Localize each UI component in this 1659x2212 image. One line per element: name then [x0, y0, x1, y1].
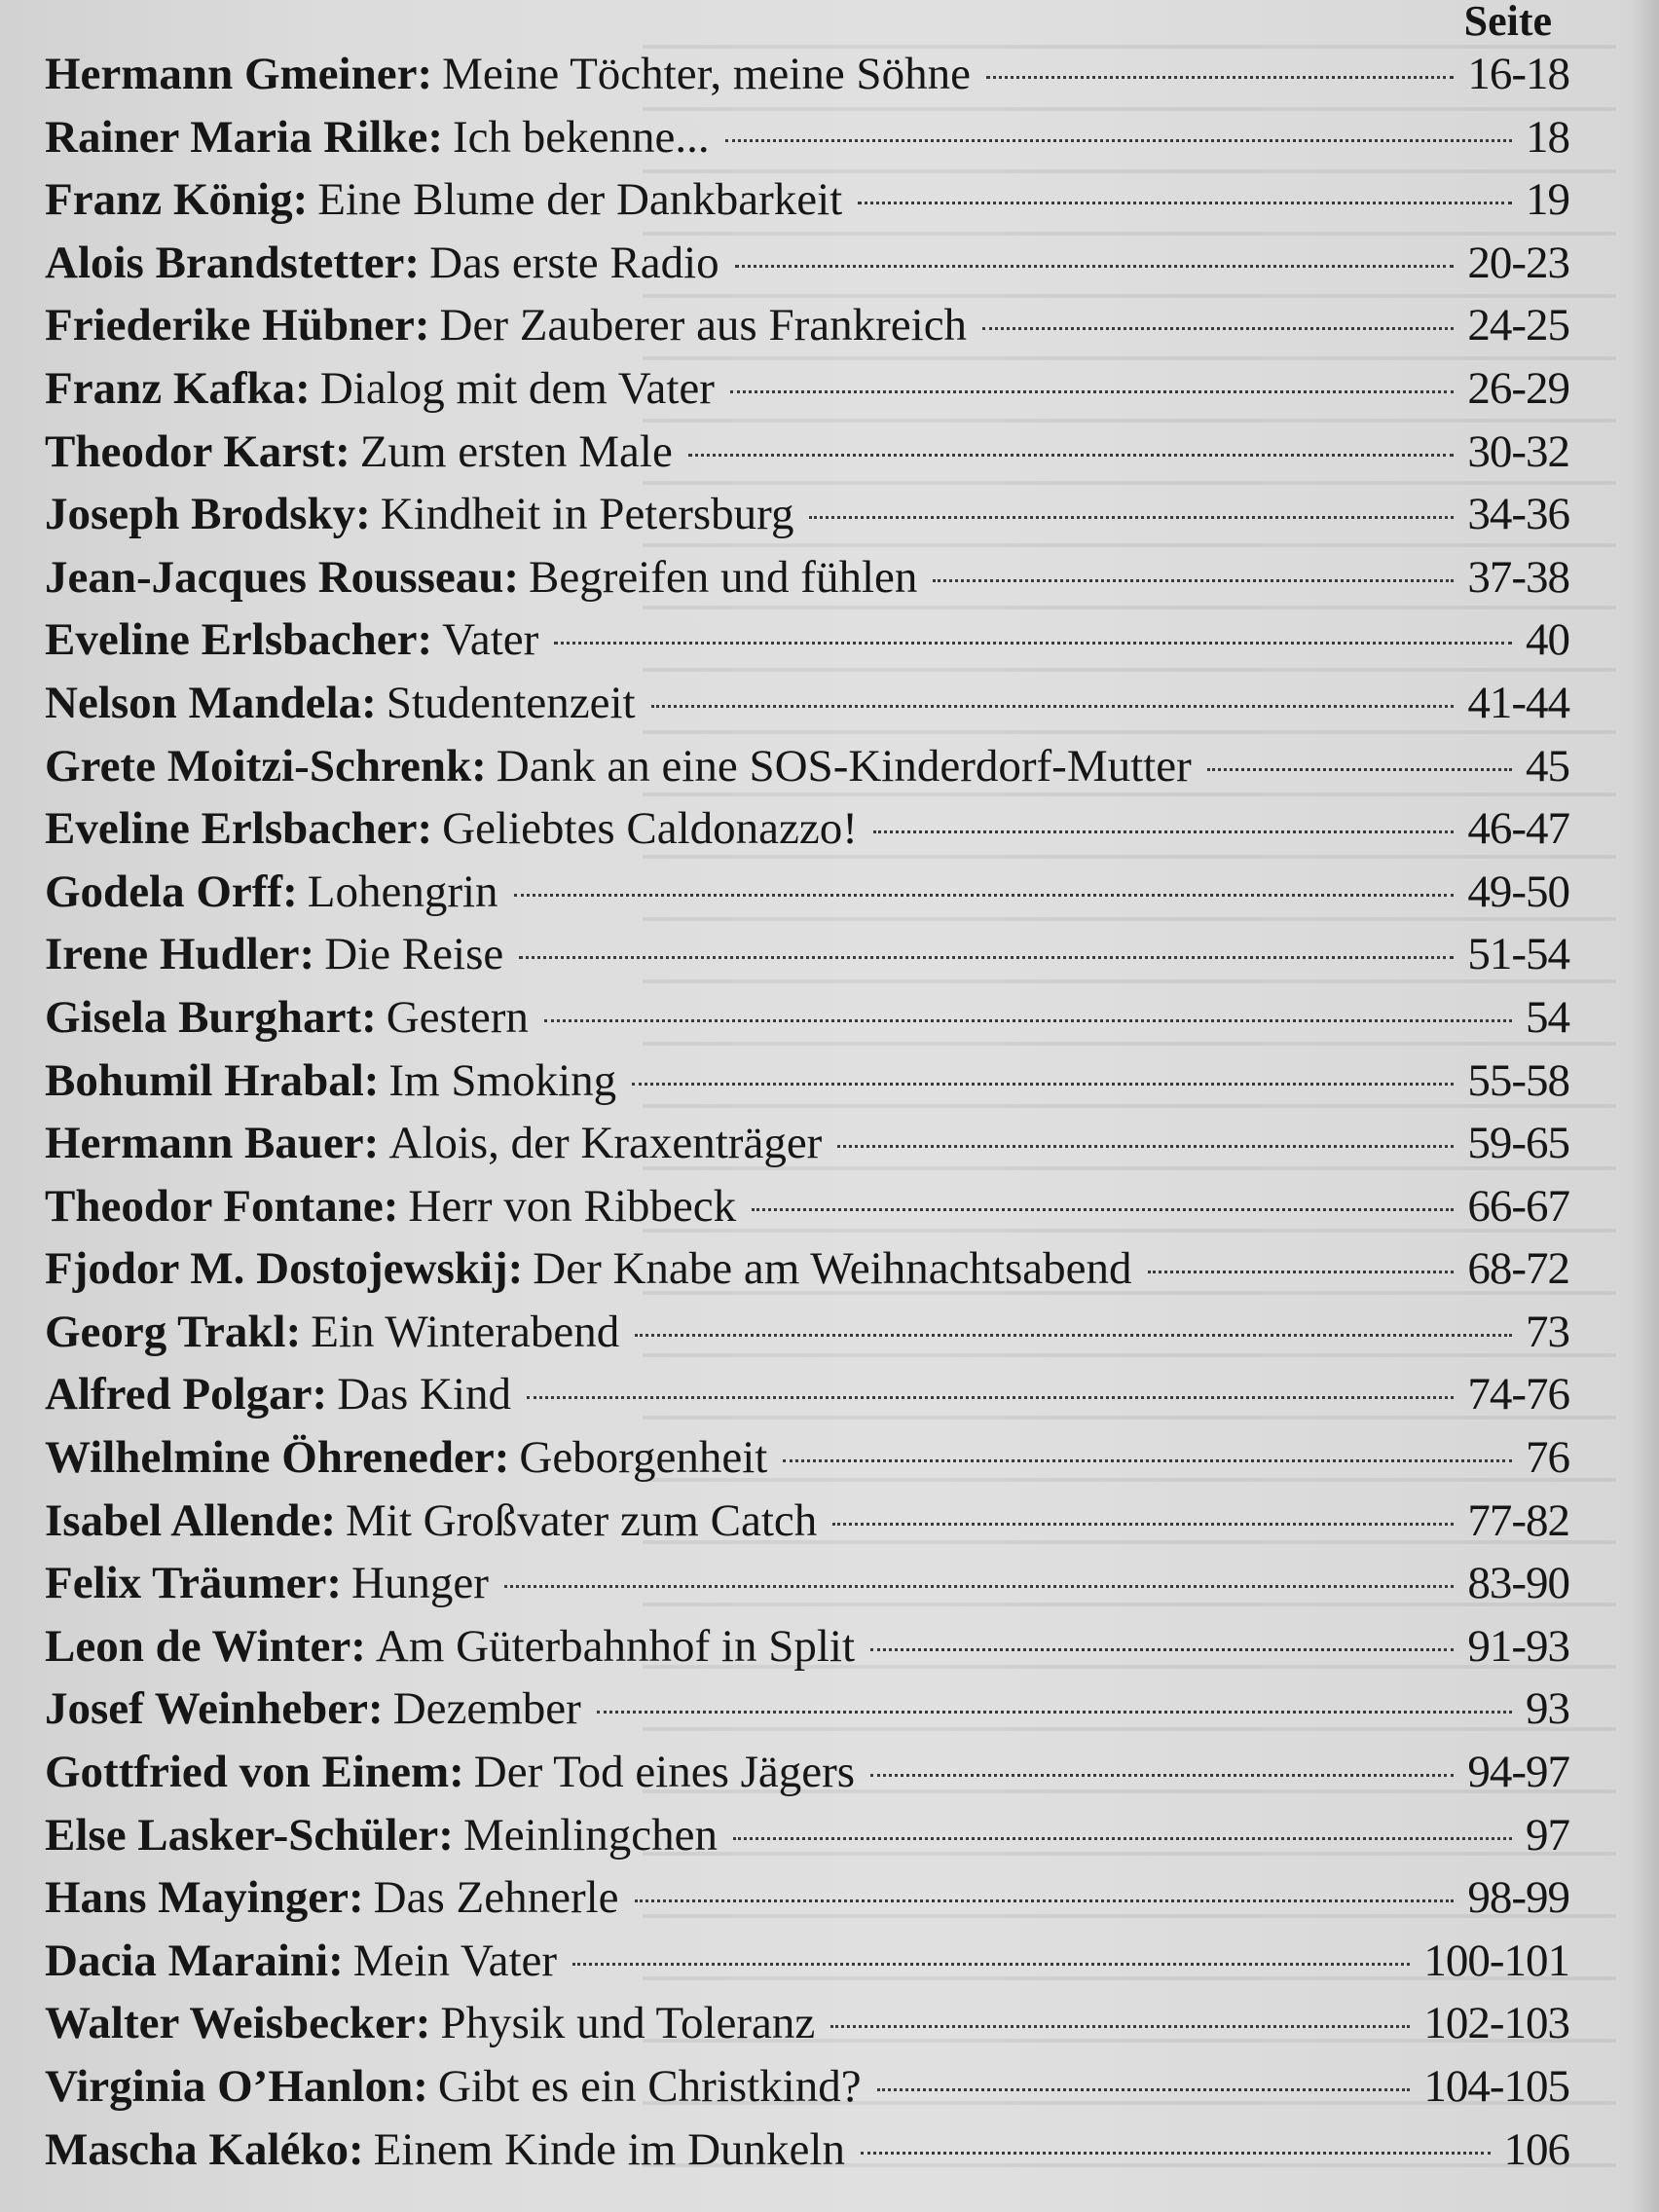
- toc-entry-author: Theodor Fontane:: [45, 1180, 399, 1232]
- dot-leader: [933, 579, 1454, 582]
- toc-entry-author: Godela Orff:: [45, 866, 298, 917]
- toc-entry: [45, 1992, 1569, 2055]
- dot-leader: [514, 894, 1455, 897]
- toc-entry-title: Gibt es ein Christkind?: [437, 2061, 862, 2112]
- toc-entry-title: Hunger: [350, 1558, 489, 1609]
- toc-entry: [45, 735, 1569, 798]
- toc-entry-title: Dialog mit dem Vater: [319, 362, 715, 414]
- toc-entry-title: Begreifen und fühlen: [529, 551, 918, 603]
- toc-entry-title: Mit Großvater zum Catch: [346, 1494, 818, 1546]
- toc-entry-title: Dank an eine SOS-Kinderdorf-Mutter: [496, 740, 1192, 792]
- toc-entry-title: Gestern: [386, 991, 529, 1043]
- toc-entry: [45, 294, 1569, 357]
- toc-entry: [45, 861, 1569, 924]
- toc-entry: [45, 546, 1569, 609]
- dot-leader: [735, 265, 1455, 268]
- toc-entry-pages: 19: [1526, 174, 1569, 226]
- dot-leader: [730, 390, 1454, 393]
- toc-entry-author: Eveline Erlsbacher:: [45, 803, 433, 855]
- toc-entry-pages: 76: [1526, 1432, 1569, 1484]
- toc-entry-author: Franz König:: [45, 174, 309, 226]
- toc-entry: [45, 168, 1569, 232]
- toc-entry-title: Geliebtes Caldonazzo!: [442, 803, 858, 855]
- toc-entry: [45, 43, 1569, 106]
- toc-entry-author: Eveline Erlsbacher:: [45, 614, 433, 666]
- toc-entry: [45, 1301, 1569, 1364]
- toc-entry-pages: 68-72: [1467, 1243, 1569, 1295]
- toc-entry-title: Meine Töchter, meine Söhne: [442, 49, 971, 99]
- toc-entry-author: Leon de Winter:: [45, 1620, 366, 1672]
- toc-entry-title: Herr von Ribbeck: [408, 1180, 737, 1232]
- toc-entry-pages: 51-54: [1467, 929, 1569, 980]
- toc-entry: [45, 357, 1569, 421]
- toc-entry-author: Walter Weisbecker:: [45, 1998, 431, 2049]
- dot-leader: [632, 1083, 1454, 1086]
- dot-leader: [688, 454, 1455, 457]
- toc-entry-author: Hermann Bauer:: [45, 1118, 380, 1169]
- dot-leader: [635, 1334, 1512, 1337]
- toc-entry-title: Am Güterbahnhof in Split: [375, 1620, 856, 1672]
- toc-entry: [45, 1175, 1569, 1238]
- toc-entry-pages: 106: [1503, 2123, 1569, 2175]
- toc-entry-pages: 40: [1526, 614, 1569, 666]
- toc-entry-author: Georg Trakl:: [45, 1306, 302, 1357]
- toc-entry: [45, 608, 1569, 672]
- toc-entry-pages: 26-29: [1467, 362, 1569, 414]
- toc-entry-pages: 83-90: [1467, 1558, 1569, 1609]
- dot-leader: [982, 327, 1454, 330]
- dot-leader: [870, 1774, 1454, 1777]
- toc-entry-title: Dezember: [392, 1683, 581, 1735]
- toc-entry-author: Josef Weinheber:: [45, 1683, 384, 1735]
- dot-leader: [1148, 1271, 1455, 1273]
- dot-leader: [1207, 768, 1512, 771]
- toc-entry: [45, 1552, 1569, 1615]
- toc-entry-title: Ein Winterabend: [311, 1306, 620, 1357]
- toc-entry-pages: 24-25: [1467, 300, 1569, 351]
- toc-entry: [45, 986, 1569, 1050]
- toc-entry-title: Eine Blume der Dankbarkeit: [317, 174, 843, 226]
- dot-leader: [986, 76, 1454, 79]
- toc-entry-author: Dacia Maraini:: [45, 1935, 344, 1986]
- toc-entry-pages: 20-23: [1467, 237, 1569, 288]
- dot-leader: [651, 705, 1455, 708]
- dot-leader: [519, 956, 1454, 959]
- dot-leader: [554, 642, 1512, 645]
- dot-leader: [597, 1711, 1512, 1714]
- toc-entry-pages: 54: [1526, 991, 1569, 1043]
- toc-entry: [45, 1050, 1569, 1113]
- dot-leader: [861, 2152, 1491, 2155]
- toc-entry-title: Geborgenheit: [519, 1432, 768, 1484]
- dot-leader: [832, 1523, 1454, 1526]
- toc-entry-pages: 18: [1526, 111, 1569, 163]
- page-column-header: Seite: [1463, 0, 1552, 45]
- page-edge-shadow: [1630, 0, 1659, 2212]
- toc-entry-title: Das erste Radio: [429, 237, 719, 288]
- dot-leader: [572, 1963, 1410, 1966]
- toc-entry-author: Jean-Jacques Rousseau:: [45, 551, 520, 603]
- toc-entry-title: Mein Vater: [352, 1935, 558, 1986]
- dot-leader: [873, 830, 1454, 833]
- toc-entry-author: Isabel Allende:: [45, 1494, 337, 1546]
- toc-entry-author: Rainer Maria Rilke:: [45, 111, 444, 163]
- toc-entry-pages: 97: [1526, 1809, 1569, 1861]
- dot-leader: [527, 1396, 1454, 1399]
- toc-entry-author: Mascha Kaléko:: [45, 2123, 364, 2175]
- toc-entry-title: Das Kind: [337, 1369, 512, 1420]
- dot-leader: [725, 139, 1512, 142]
- dot-leader: [830, 2025, 1410, 2028]
- toc-entry-author: Hans Mayinger:: [45, 1872, 364, 1924]
- toc-entry-author: Bohumil Hrabal:: [45, 1054, 380, 1106]
- toc-entry-author: Gottfried von Einem:: [45, 1747, 464, 1798]
- toc-entry-author: Wilhelmine Öhreneder:: [45, 1432, 510, 1484]
- toc-entry-title: Physik und Toleranz: [440, 1998, 816, 2049]
- toc-entry-title: Alois, der Kraxenträger: [388, 1118, 823, 1169]
- toc-entry-title: Der Zauberer aus Frankreich: [439, 300, 968, 351]
- toc-entry-pages: 73: [1526, 1306, 1569, 1357]
- dot-leader: [870, 1648, 1454, 1651]
- toc-entry-title: Zum ersten Male: [359, 425, 673, 477]
- toc-entry: [45, 1363, 1569, 1426]
- toc-entry-author: Irene Hudler:: [45, 929, 315, 980]
- toc-entry-author: Virginia O’Hanlon:: [45, 2061, 428, 2112]
- toc-entry-title: Ich bekenne...: [453, 111, 710, 163]
- toc-entry: [45, 2119, 1569, 2182]
- toc-entry: [45, 232, 1569, 295]
- toc-entry-title: Lohengrin: [307, 866, 498, 917]
- toc-entry-title: Der Tod eines Jägers: [473, 1747, 856, 1798]
- dot-leader: [837, 1145, 1454, 1148]
- toc-entry-title: Das Zehnerle: [373, 1872, 619, 1924]
- toc-entry-author: Else Lasker-Schüler:: [45, 1809, 454, 1861]
- dot-leader: [783, 1459, 1512, 1462]
- toc-entry-author: Alfred Polgar:: [45, 1369, 328, 1420]
- toc-entry-pages: 66-67: [1467, 1180, 1569, 1232]
- toc-entry-pages: 104-105: [1423, 2061, 1569, 2112]
- toc-entry: [45, 797, 1569, 861]
- toc-entry: [45, 1741, 1569, 1804]
- dot-leader: [733, 1837, 1512, 1840]
- dot-leader: [504, 1585, 1454, 1588]
- toc-entry: [45, 483, 1569, 546]
- toc-entry: [45, 421, 1569, 484]
- toc-entry-author: Theodor Karst:: [45, 425, 350, 477]
- toc-entry-pages: 77-82: [1467, 1494, 1569, 1546]
- toc-entry-pages: 34-36: [1467, 489, 1569, 540]
- toc-entry-author: Gisela Burghart:: [45, 991, 377, 1043]
- toc-entry: [45, 1866, 1569, 1930]
- toc-entry-title: Einem Kinde im Dunkeln: [373, 2123, 845, 2175]
- toc-entry-title: Die Reise: [324, 929, 504, 980]
- toc-entry-pages: 16-18: [1467, 49, 1569, 99]
- toc-entry: [45, 1930, 1569, 1993]
- toc-entry-author: Grete Moitzi-Schrenk:: [45, 740, 487, 792]
- toc-entry-author: Fjodor M. Dostojewskij:: [45, 1243, 524, 1295]
- toc-entry-pages: 30-32: [1467, 425, 1569, 477]
- toc-entry-pages: 55-58: [1467, 1054, 1569, 1106]
- toc-entry: [45, 1615, 1569, 1678]
- dot-leader: [877, 2088, 1411, 2091]
- toc-entry-pages: 45: [1526, 740, 1569, 792]
- toc-entry-author: Friederike Hübner:: [45, 300, 430, 351]
- toc-entry-title: Im Smoking: [388, 1054, 617, 1106]
- dot-leader: [809, 516, 1454, 519]
- toc-entry-pages: 91-93: [1467, 1620, 1569, 1672]
- toc-entry: [45, 106, 1569, 169]
- toc-entry-author: Nelson Mandela:: [45, 677, 377, 728]
- toc-entry-author: Hermann Gmeiner:: [45, 49, 433, 99]
- toc-entry-pages: 94-97: [1467, 1747, 1569, 1798]
- toc-entry-title: Der Knabe am Weihnachtsabend: [533, 1243, 1132, 1295]
- toc-entry-pages: 93: [1526, 1683, 1569, 1735]
- dot-leader: [752, 1208, 1454, 1211]
- toc-entry: [45, 1237, 1569, 1301]
- toc-entry-pages: 46-47: [1467, 803, 1569, 855]
- toc-entry-pages: 100-101: [1423, 1935, 1569, 1986]
- dot-leader: [544, 1019, 1512, 1022]
- toc-entry: [45, 2055, 1569, 2119]
- toc-entry-title: Kindheit in Petersburg: [380, 489, 794, 540]
- toc-entry: [45, 1112, 1569, 1175]
- toc-entry-title: Vater: [442, 614, 539, 666]
- toc-entry-pages: 37-38: [1467, 551, 1569, 603]
- toc-entry-title: Meinlingchen: [462, 1809, 718, 1861]
- toc-entry: [45, 1804, 1569, 1867]
- toc-entry-author: Alois Brandstetter:: [45, 237, 421, 288]
- toc-entry: [45, 1426, 1569, 1490]
- dot-leader: [635, 1899, 1455, 1902]
- toc-entry: [45, 1490, 1569, 1553]
- toc-entry-pages: 98-99: [1467, 1872, 1569, 1924]
- toc-entry: [45, 672, 1569, 735]
- toc-entry-pages: 74-76: [1467, 1369, 1569, 1420]
- dot-leader: [858, 202, 1512, 204]
- toc-entry-pages: 102-103: [1423, 1998, 1569, 2049]
- table-of-contents: [45, 43, 1569, 2181]
- toc-entry-author: Franz Kafka:: [45, 362, 311, 414]
- toc-entry-pages: 59-65: [1467, 1118, 1569, 1169]
- toc-entry: [45, 923, 1569, 986]
- toc-entry-pages: 41-44: [1467, 677, 1569, 728]
- toc-entry-author: Joseph Brodsky:: [45, 489, 371, 540]
- toc-entry-pages: 49-50: [1467, 866, 1569, 917]
- toc-entry-title: Studentenzeit: [386, 677, 636, 728]
- toc-entry-author: Felix Träumer:: [45, 1558, 342, 1609]
- toc-entry: [45, 1677, 1569, 1741]
